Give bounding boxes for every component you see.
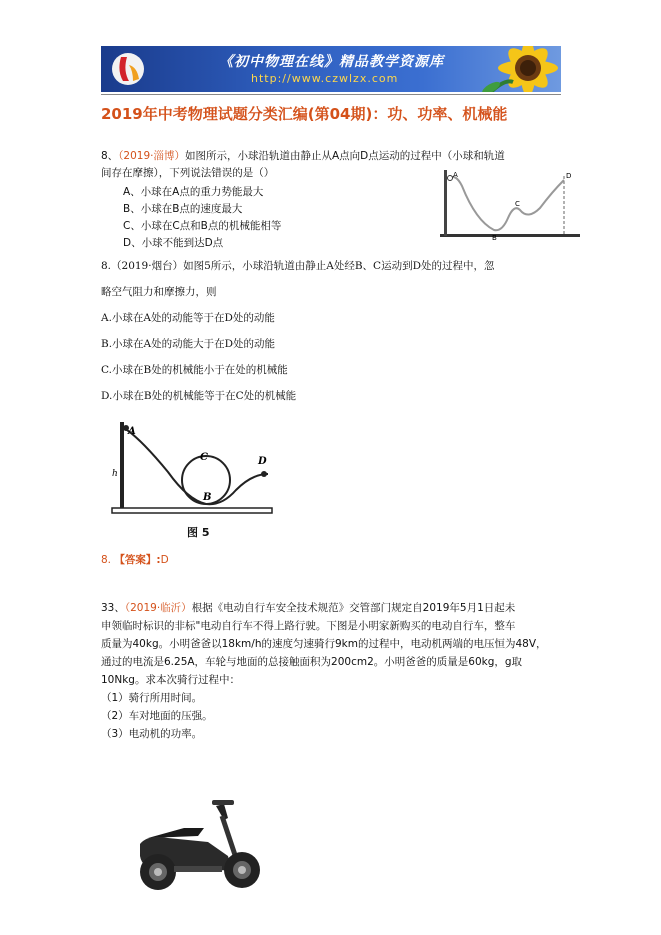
q1-source: （2019·淄博）: [118, 150, 185, 162]
q3-line4: 通过的电流是6.25A，车轮与地面的总接触面积为200cm2。小明爸爸的质量是60kg，g取: [101, 656, 523, 668]
q1-figure-ball: [448, 176, 453, 181]
q1-stem-line2: 间存在摩擦），下列说法错误的是（）: [101, 167, 275, 179]
q1-option-a: A、小球在A点的重力势能最大: [123, 186, 264, 198]
q2-option-d: D.小球在B处的机械能等于在C处的机械能: [101, 390, 297, 402]
q2-figure-label-d: D: [258, 456, 267, 467]
sunflower-icon: [473, 46, 561, 92]
q1-option-b: B、小球在B点的速度最大: [123, 203, 243, 215]
q2-stem-line2: 略空气阻力和摩擦力，则: [101, 286, 217, 298]
q2-figure-label-a: A: [128, 426, 136, 437]
q1-stem-text: 如图所示，小球沿轨道由静止从A点向D点运动的过程中（小球和轨道: [185, 150, 505, 162]
q3-subquestion-2: （2）车对地面的压强。: [101, 710, 213, 722]
q3-number: 33、: [101, 602, 125, 614]
header-rule: [101, 94, 561, 95]
q2-figure-ramp: [124, 428, 206, 504]
q2-figure-base: [112, 508, 272, 513]
q1-figure-track: [450, 177, 564, 230]
q2-loop-figure: [108, 416, 278, 518]
q1-figure-label-c: C: [515, 200, 520, 208]
header-banner: [101, 46, 561, 92]
q3-line1: [101, 600, 515, 615]
banner-url: http://www.czwlzx.com: [251, 72, 399, 85]
q1-figure-label-b: B: [492, 234, 497, 242]
q1-figure-label-a: A: [453, 171, 458, 179]
q1-option-d: D、小球不能到达D点: [123, 237, 224, 249]
q1-option-c: C、小球在C点和B点的机械能相等: [123, 220, 282, 232]
q2-answer-number: 8.: [101, 554, 112, 566]
q2-option-a: A.小球在A处的动能等于在D处的动能: [101, 312, 275, 324]
q2-figure-caption: 图 5: [187, 526, 210, 539]
q3-line5: 10Nkg。求本次骑行过程中：: [101, 674, 240, 686]
q2-answer-tag: 【答案】:: [114, 554, 161, 566]
q2-answer: [101, 552, 169, 567]
q3-line1-text: 根据《电动自行车安全技术规范》交管部门规定自2019年5月1日起未: [191, 602, 516, 614]
q1-stem-line1: [101, 148, 505, 163]
q2-figure-label-h: h: [112, 469, 118, 479]
q2-figure-left-post: [120, 422, 124, 508]
logo-icon: [109, 51, 147, 87]
q2-figure-label-c: C: [200, 452, 208, 463]
q3-subquestion-1: （1）骑行所用时间。: [101, 692, 203, 704]
q2-stem-line1: 8.（2019·烟台）如图5所示，小球沿轨道由静止A处经B、C运动到D处的过程中，忽: [101, 260, 495, 272]
q3-line3: 质量为40kg。小明爸爸以18km/h的速度匀速骑行9km的过程中，电动机两端的电压恒为48V，: [101, 638, 547, 650]
document-title: 2019年中考物理试题分类汇编(第04期)：功、功率、机械能: [101, 105, 508, 123]
q2-figure-ball-end: [261, 471, 267, 477]
q3-line2: 申领临时标识的非标"电动自行车不得上路行驶。下图是小明家新购买的电动自行车，整车: [101, 620, 516, 632]
q2-option-b: B.小球在A处的动能大于在D处的动能: [101, 338, 276, 350]
q1-figure-label-d: D: [566, 172, 572, 180]
q1-figure-left-post: [444, 170, 447, 236]
q1-number: 8、: [101, 150, 119, 162]
q3-subquestion-3: （3）电动机的功率。: [101, 728, 203, 740]
q1-figure-base: [440, 234, 580, 237]
q1-track-figure: [436, 166, 584, 244]
q2-figure-label-b: B: [203, 492, 212, 503]
q2-option-c: C.小球在B处的机械能小于在处的机械能: [101, 364, 288, 376]
q2-figure-exit: [206, 474, 268, 504]
banner-title: 《初中物理在线》精品教学资源库: [219, 54, 444, 70]
q2-answer-value: D: [160, 554, 169, 566]
q3-source: （2019·临沂）: [124, 602, 192, 614]
electric-scooter-image: [128, 798, 270, 896]
